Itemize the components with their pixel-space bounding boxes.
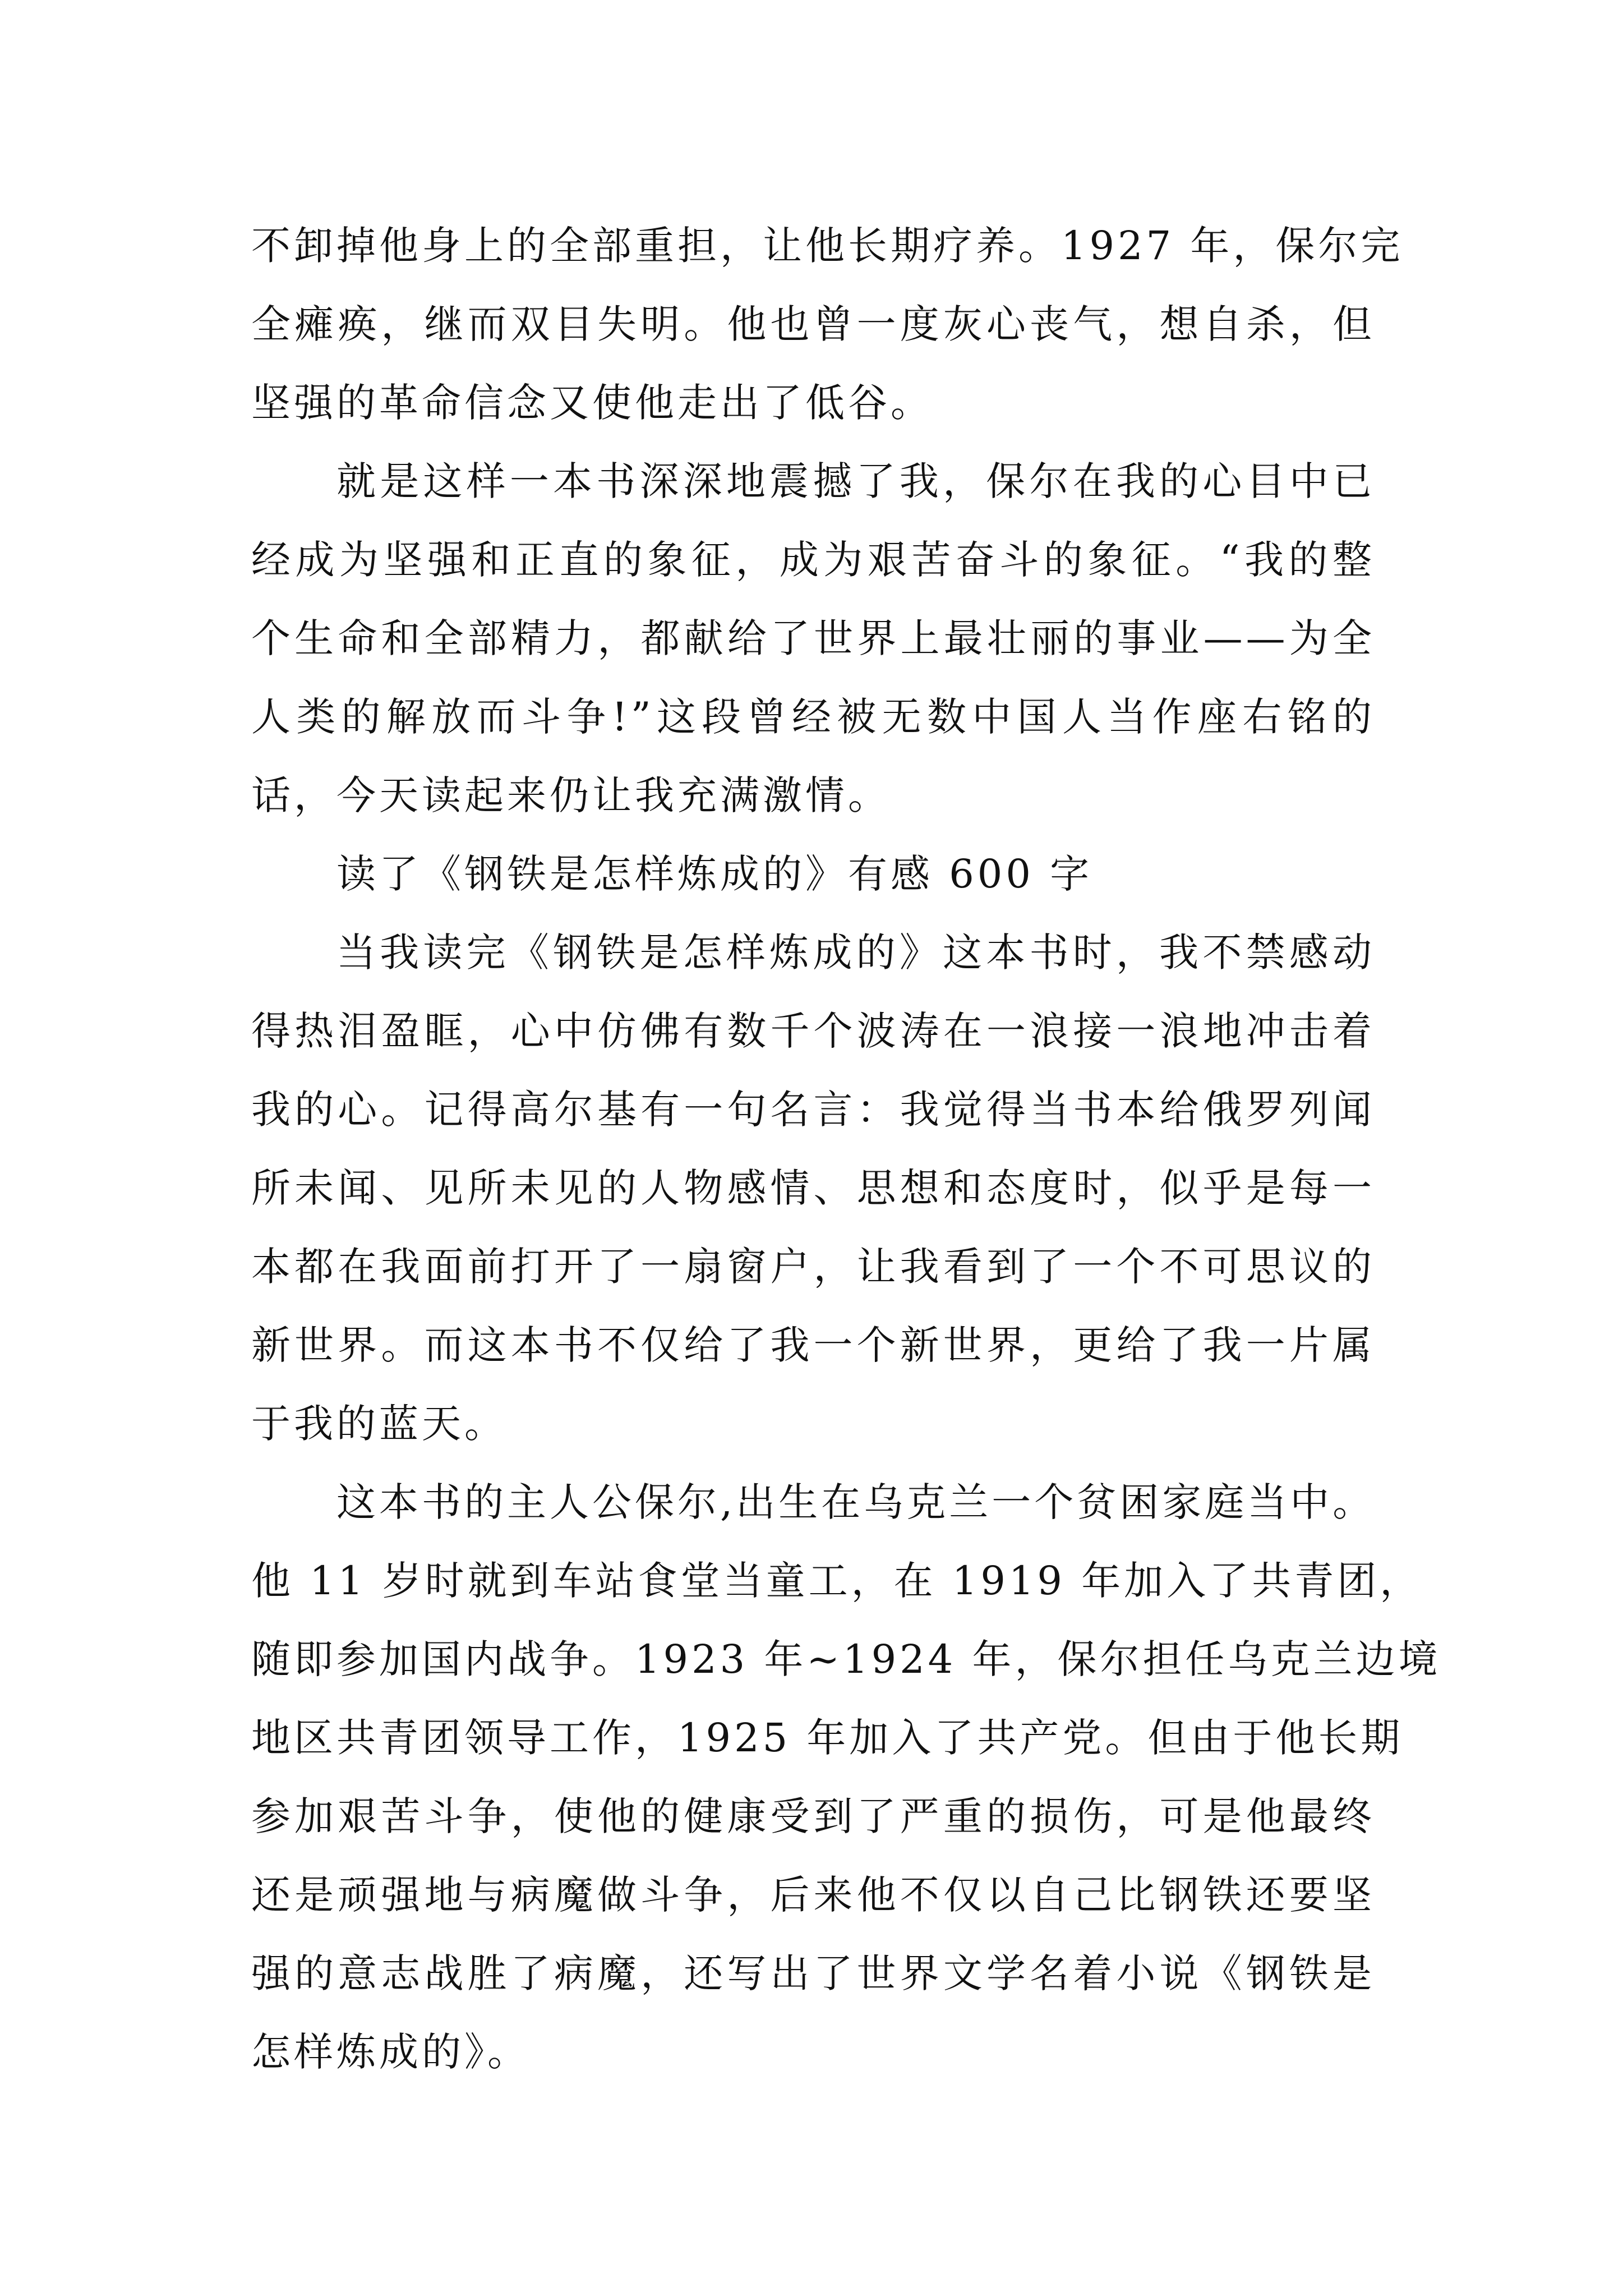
text-line: 参加艰苦斗争，使他的健康受到了严重的损伤，可是他最终 <box>251 1793 1375 1839</box>
text-line: 于我的蓝天。 <box>251 1401 507 1447</box>
paragraph-start-line: 这本书的主人公保尔,出生在乌克兰一个贫困家庭当中。 <box>336 1479 1376 1525</box>
text-line: 人类的解放而斗争!”这段曾经被无数中国人当作座右铭的 <box>251 694 1375 740</box>
text-line: 得热泪盈眶，心中仿佛有数千个波涛在一浪接一浪地冲击着 <box>251 1008 1375 1054</box>
text-line: 经成为坚强和正直的象征，成为艰苦奋斗的象征。“我的整 <box>251 537 1375 583</box>
section-title: 读了《钢铁是怎样炼成的》有感 600 字 <box>336 851 1093 897</box>
text-line: 随即参加国内战争。1923 年~1924 年，保尔担任乌克兰边境 <box>251 1636 1441 1682</box>
text-line: 全瘫痪，继而双目失明。他也曾一度灰心丧气，想自杀，但 <box>251 301 1375 347</box>
text-line: 新世界。而这本书不仅给了我一个新世界，更给了我一片属 <box>251 1322 1375 1368</box>
paragraph-start-line: 就是这样一本书深深地震撼了我，保尔在我的心目中已 <box>336 458 1375 504</box>
text-line: 话，今天读起来仍让我充满激情。 <box>251 772 891 818</box>
text-line: 不卸掉他身上的全部重担，让他长期疗养。1927 年，保尔完 <box>251 223 1404 269</box>
text-line: 个生命和全部精力，都献给了世界上最壮丽的事业——为全 <box>251 615 1375 661</box>
text-line: 还是顽强地与病魔做斗争，后来他不仅以自己比钢铁还要坚 <box>251 1872 1375 1918</box>
body-text <box>251 206 1441 2091</box>
text-line: 地区共青团领导工作，1925 年加入了共产党。但由于他长期 <box>251 1715 1404 1761</box>
text-line: 他 11 岁时就到车站食堂当童工，在 1919 年加入了共青团， <box>251 1558 1423 1604</box>
text-line: 我的心。记得高尔基有一句名言：我觉得当书本给俄罗列闻 <box>251 1087 1375 1133</box>
text-line: 强的意志战胜了病魔，还写出了世界文学名着小说《钢铁是 <box>251 1950 1375 1996</box>
text-line: 坚强的革命信念又使他走出了低谷。 <box>251 380 933 426</box>
text-line: 本都在我面前打开了一扇窗户，让我看到了一个不可思议的 <box>251 1244 1375 1290</box>
text-line: 所未闻、见所未见的人物感情、思想和态度时，似乎是每一 <box>251 1165 1375 1211</box>
paragraph-start-line: 当我读完《钢铁是怎样炼成的》这本书时，我不禁感动 <box>336 930 1375 976</box>
text-line: 怎样炼成的》。 <box>251 2029 530 2075</box>
